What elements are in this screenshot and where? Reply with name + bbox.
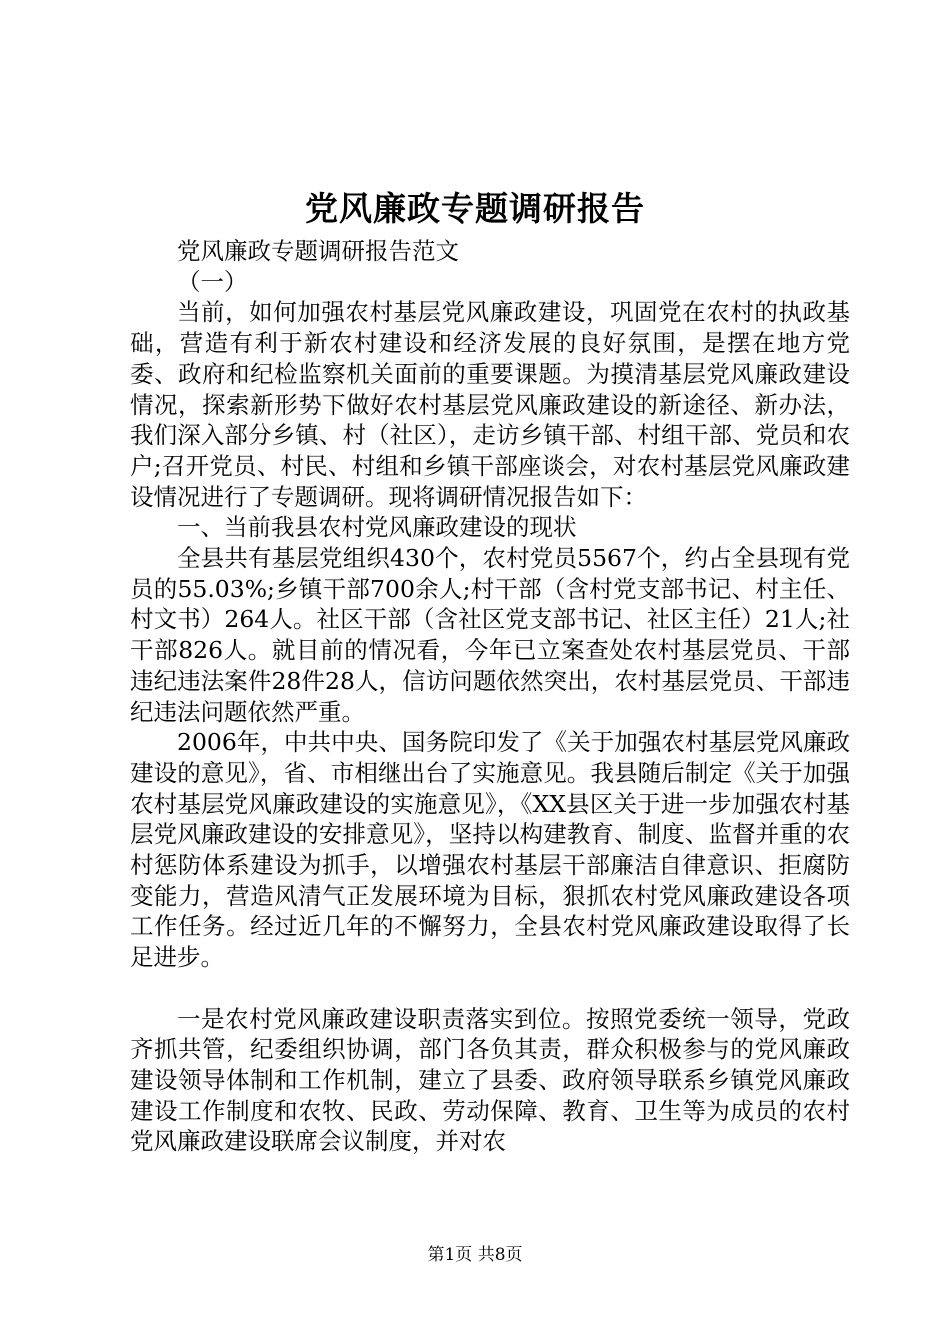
statistics-paragraph: 全县共有基层党组织430个，农村党员5567个，约占全县现有党员的55.03%;乡镇干部700余人;村干部（含村党支部书记、村主任、村文书）264人。社区干部（含社区党支部书记、社区主任）21人;社干部826人。就目前的情况看，今年已立案查处农村基层党员、干部违纪违法案件28件28人，信访问题依然突出，农村基层党员、干部违纪违法问题依然严重。 xyxy=(130,544,850,726)
responsibility-paragraph: 一是农村党风廉政建设职责落实到位。按照党委统一领导，党政齐抓共管，纪委组织协调，部门各负其责，群众积极参与的党风廉政建设领导体制和工作机制，建立了县委、政府领导联系乡镇党风廉政建设工作制度和农牧、民政、劳动保障、教育、卫生等为成员的农村党风廉政建设联席会议制度，并对农 xyxy=(130,1004,850,1156)
document-body xyxy=(130,236,850,1157)
paragraph-spacer xyxy=(130,973,850,1004)
subtitle-paragraph: 党风廉政专题调研报告范文 xyxy=(177,237,459,265)
page-title: 党风廉政专题调研报告 xyxy=(305,189,645,228)
intro-paragraph: 当前，如何加强农村基层党风廉政建设，巩固党在农村的执政基础，营造有利于新农村建设和经济发展的良好氛围，是摆在地方党委、政府和纪检监察机关面前的重要课题。为摸清基层党风廉政建设情况，探索新形势下做好农村基层党风廉政建设的新途径、新办法，我们深入部分乡镇、村（社区），走访乡镇干部、村组干部、党员和农户;召开党员、村民、村组和乡镇干部座谈会，对农村基层党风廉政建设情况进行了专题调研。现将调研情况报告如下： xyxy=(130,298,850,511)
section-number-paragraph: （一） xyxy=(177,267,248,296)
section-heading-paragraph: 一、当前我县农村党风廉政建设的现状 xyxy=(177,513,577,542)
page-footer: 第1页 共8页 xyxy=(427,1245,523,1265)
policy-paragraph: 2006年，中共中央、国务院印发了《关于加强农村基层党风廉政建设的意见》，省、市相继出台了实施意见。我县随后制定《关于加强农村基层党风廉政建设的实施意见》，《XX县区关于进一步加强农村基层党风廉政建设的安排意见》，坚持以构建教育、制度、监督并重的农村惩防体系建设为抓手，以增强农村基层干部廉洁自律意识、拒腐防变能力，营造风清气正发展环境为目标，狠抓农村党风廉政建设各项工作任务。经过近几年的不懈努力，全县农村党风廉政建设取得了长足进步。 xyxy=(130,728,850,972)
